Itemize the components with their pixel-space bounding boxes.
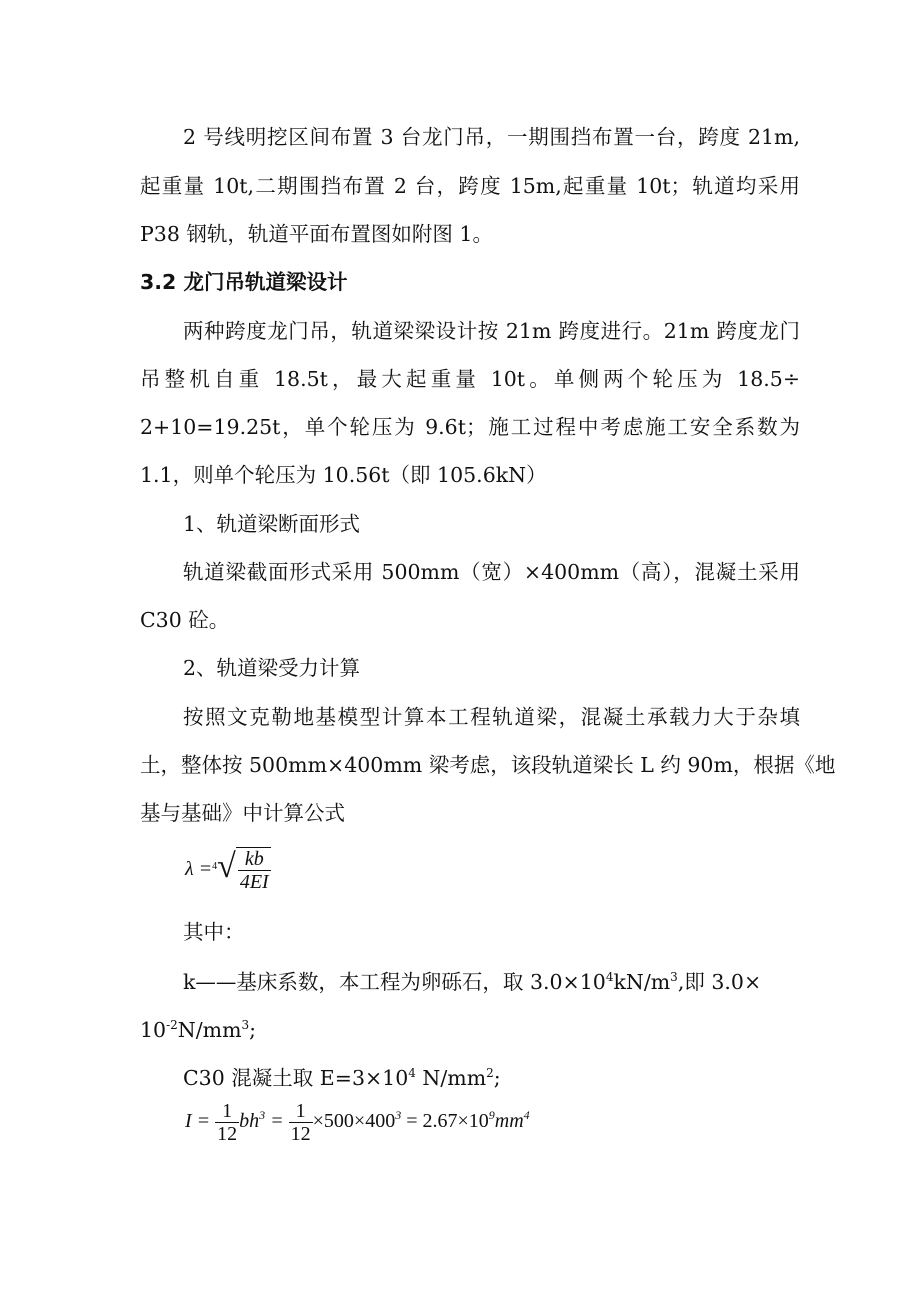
paragraph-line: 2+10=19.25t，单个轮压为 9.6t；施工过程中考虑施工安全系数为 bbox=[140, 415, 800, 439]
root-index: 4 bbox=[212, 861, 218, 872]
numerator: 1 bbox=[289, 1100, 313, 1123]
section-heading: 3.2 龙门吊轨道梁设计 bbox=[140, 270, 348, 294]
list-item: 2、轨道梁受力计算 bbox=[183, 656, 361, 680]
formula-lhs: I = bbox=[185, 1110, 211, 1133]
numerator: 1 bbox=[215, 1100, 239, 1123]
list-item: 1、轨道梁断面形式 bbox=[183, 512, 361, 536]
denominator: 12 bbox=[217, 1123, 238, 1145]
e-definition-line bbox=[183, 1064, 800, 1092]
paragraph-line: 轨道梁截面形式采用 500mm（宽）×400mm（高），混凝土采用 bbox=[183, 560, 800, 584]
unit: mm bbox=[494, 1110, 524, 1133]
term: ×500×400 bbox=[312, 1110, 396, 1133]
term: bh bbox=[239, 1110, 260, 1133]
k-unit-superscript: 3 bbox=[670, 970, 678, 984]
equals-sign: = bbox=[270, 1110, 284, 1133]
k-unit: kN/m bbox=[613, 970, 671, 994]
k-exponent: -2 bbox=[166, 1018, 178, 1032]
paragraph-line: 1.1，则单个轮压为 10.56t（即 105.6kN） bbox=[140, 463, 547, 487]
paragraph-line: P38 钢轨，轨道平面布置图如附图 1。 bbox=[140, 222, 493, 246]
denominator: 12 bbox=[290, 1123, 311, 1145]
k-end: ; bbox=[249, 1018, 257, 1042]
fraction bbox=[289, 1100, 313, 1145]
denominator: 4EI bbox=[239, 871, 269, 894]
inertia-formula bbox=[185, 1100, 530, 1145]
k-definition-line-2 bbox=[140, 1016, 800, 1044]
term-exponent: 3 bbox=[395, 1108, 402, 1123]
paragraph-line: 按照文克勒地基模型计算本工程轨道梁，混凝土承载力大于杂填 bbox=[183, 705, 800, 729]
term-exponent: 3 bbox=[259, 1108, 266, 1123]
e-unit: N/mm bbox=[415, 1066, 487, 1090]
radical-icon: √ bbox=[217, 848, 236, 885]
k-definition-line bbox=[183, 968, 800, 996]
fraction bbox=[215, 1100, 239, 1145]
result-exponent: 9 bbox=[488, 1108, 495, 1123]
fraction bbox=[238, 848, 271, 893]
k-text: k——基床系数，本工程为卵砾石，取 3.0×10 bbox=[183, 970, 606, 994]
e-text: C30 混凝土取 E=3×10 bbox=[183, 1066, 409, 1090]
radicand bbox=[236, 847, 271, 893]
result: = 2.67×10 bbox=[406, 1110, 489, 1133]
paragraph-line: 起重量 10t,二期围挡布置 2 台，跨度 15m,起重量 10t；轨道均采用 bbox=[140, 174, 800, 198]
paragraph-line: C30 砼。 bbox=[140, 608, 230, 632]
unit-exponent: 4 bbox=[523, 1108, 530, 1123]
paragraph-line: 吊整机自重 18.5t，最大起重量 10t。单侧两个轮压为 18.5÷ bbox=[140, 367, 800, 391]
where-label: 其中： bbox=[183, 920, 245, 944]
paragraph-line: 2 号线明挖区间布置 3 台龙门吊，一期围挡布置一台，跨度 21m, bbox=[183, 125, 800, 149]
paragraph-line: 基与基础》中计算公式 bbox=[140, 801, 345, 825]
k-unit-2: N/mm bbox=[177, 1018, 242, 1042]
paragraph-line: 两种跨度龙门吊，轨道梁梁设计按 21m 跨度进行。21m 跨度龙门 bbox=[183, 319, 800, 343]
e-superscript: 4 bbox=[408, 1066, 416, 1080]
e-unit-superscript: 2 bbox=[486, 1066, 494, 1080]
paragraph-line: 土，整体按 500mm×400mm 梁考虑，该段轨道梁长 L 约 90m，根据《地 bbox=[140, 753, 836, 777]
formula-lhs: λ = bbox=[185, 858, 213, 880]
k-unit-2-superscript: 3 bbox=[241, 1018, 250, 1032]
e-end: ; bbox=[493, 1066, 501, 1090]
lambda-formula bbox=[185, 846, 271, 893]
k-superscript: 4 bbox=[605, 970, 614, 984]
k-text-2: ,即 3.0× bbox=[677, 970, 762, 994]
k-base: 10 bbox=[140, 1018, 167, 1042]
numerator: kb bbox=[238, 848, 271, 871]
